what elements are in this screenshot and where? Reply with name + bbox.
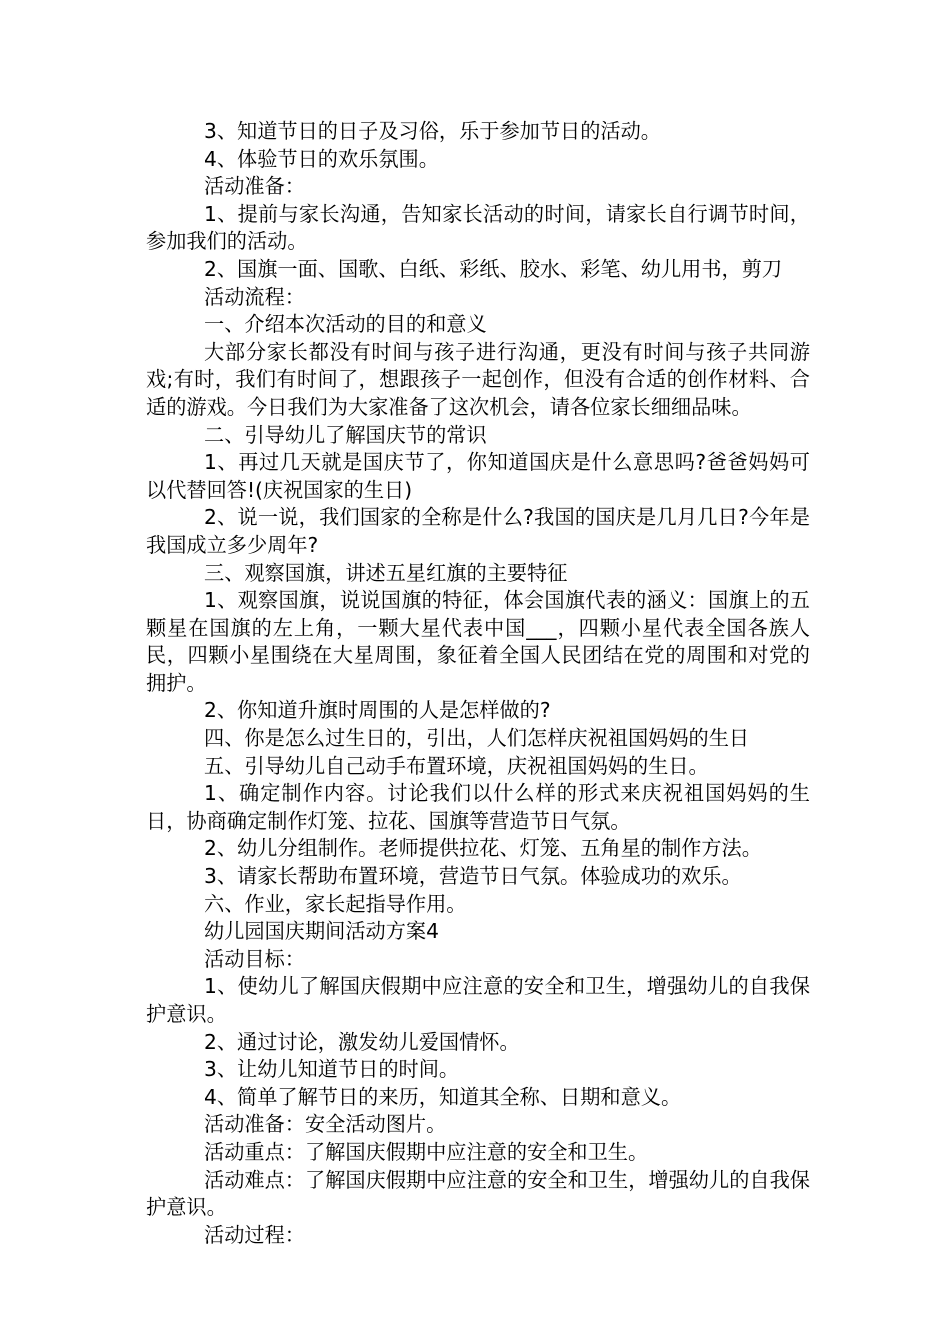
paragraph: 4、简单了解节日的来历，知道其全称、日期和意义。 xyxy=(204,1084,682,1109)
section-heading: 五、引导幼儿自己动手布置环境，庆祝祖国妈妈的生日。 xyxy=(204,753,709,778)
section-heading: 二、引导幼儿了解国庆节的常识 xyxy=(204,422,487,447)
paragraph: 2、你知道升旗时周围的人是怎样做的? xyxy=(204,698,551,723)
paragraph: 2、幼儿分组制作。老师提供拉花、灯笼、五角星的制作方法。 xyxy=(204,836,762,861)
paragraph: 活动准备：安全活动图片。 xyxy=(204,1112,447,1137)
paragraph: 1、提前与家长沟通，告知家长活动的时间，请家长自行调节时间，参加我们的活动。 xyxy=(146,201,810,254)
paragraph: 2、说一说，我们国家的全称是什么?我国的国庆是几月几日?今年是我国成立多少周年? xyxy=(146,505,810,557)
paragraph: 3、让幼儿知道节日的时间。 xyxy=(204,1057,460,1082)
section-label: 活动过程： xyxy=(204,1222,305,1247)
section-heading: 六、作业，家长起指导作用。 xyxy=(204,891,467,916)
section-label: 活动流程： xyxy=(204,284,305,309)
paragraph: 1、使幼儿了解国庆假期中应注意的安全和卫生，增强幼儿的自我保护意识。 xyxy=(146,974,810,1026)
paragraph: 2、通过讨论，激发幼儿爱国情怀。 xyxy=(204,1029,520,1054)
paragraph: 3、知道节日的日子及习俗，乐于参加节日的活动。 xyxy=(204,119,661,143)
section-heading: 一、介绍本次活动的目的和意义 xyxy=(204,312,487,337)
document-body xyxy=(146,118,810,1249)
paragraph: 1、再过几天就是国庆节了，你知道国庆是什么意思吗?爸爸妈妈可以代替回答!(庆祝国家的生日) xyxy=(146,450,810,502)
paragraph: 2、国旗一面、国歌、白纸、彩纸、胶水、彩笔、幼儿用书，剪刀 xyxy=(204,256,783,281)
section-heading: 三、观察国旗，讲述五星红旗的主要特征 xyxy=(204,560,568,585)
section-label: 活动目标： xyxy=(204,946,305,971)
paragraph: 活动难点：了解国庆假期中应注意的安全和卫生，增强幼儿的自我保护意识。 xyxy=(146,1167,810,1220)
paragraph: 大部分家长都没有时间与孩子进行沟通，更没有时间与孩子共同游戏;有时，我们有时间了，想跟孩子一起创作，但没有合适的创作材料、合适的游戏。今日我们为大家准备了这次机会，请各位家长细细品味。 xyxy=(146,339,810,419)
paragraph: 1、确定制作内容。讨论我们以什么样的形式来庆祝祖国妈妈的生日，协商确定制作灯笼、拉花、国旗等营造节日气氛。 xyxy=(146,781,810,833)
paragraph: 3、请家长帮助布置环境，营造节日气氛。体验成功的欢乐。 xyxy=(204,864,742,889)
section-heading: 四、你是怎么过生日的，引出，人们怎样庆祝祖国妈妈的生日 xyxy=(204,726,750,751)
paragraph: 1、观察国旗，说说国旗的特征，体会国旗代表的涵义：国旗上的五颗星在国旗的左上角，一颗大星代表中国___，四颗小星代表全国各族人民，四颗小星围绕在大星周围，象征着全国人民团结在党的周围和对党的拥护。 xyxy=(146,588,810,695)
paragraph: 活动重点：了解国庆假期中应注意的安全和卫生。 xyxy=(204,1139,649,1164)
paragraph: 4、体验节日的欢乐氛围。 xyxy=(204,146,439,171)
section-label: 活动准备： xyxy=(204,174,305,199)
document-title: 幼儿园国庆期间活动方案4 xyxy=(204,919,439,944)
